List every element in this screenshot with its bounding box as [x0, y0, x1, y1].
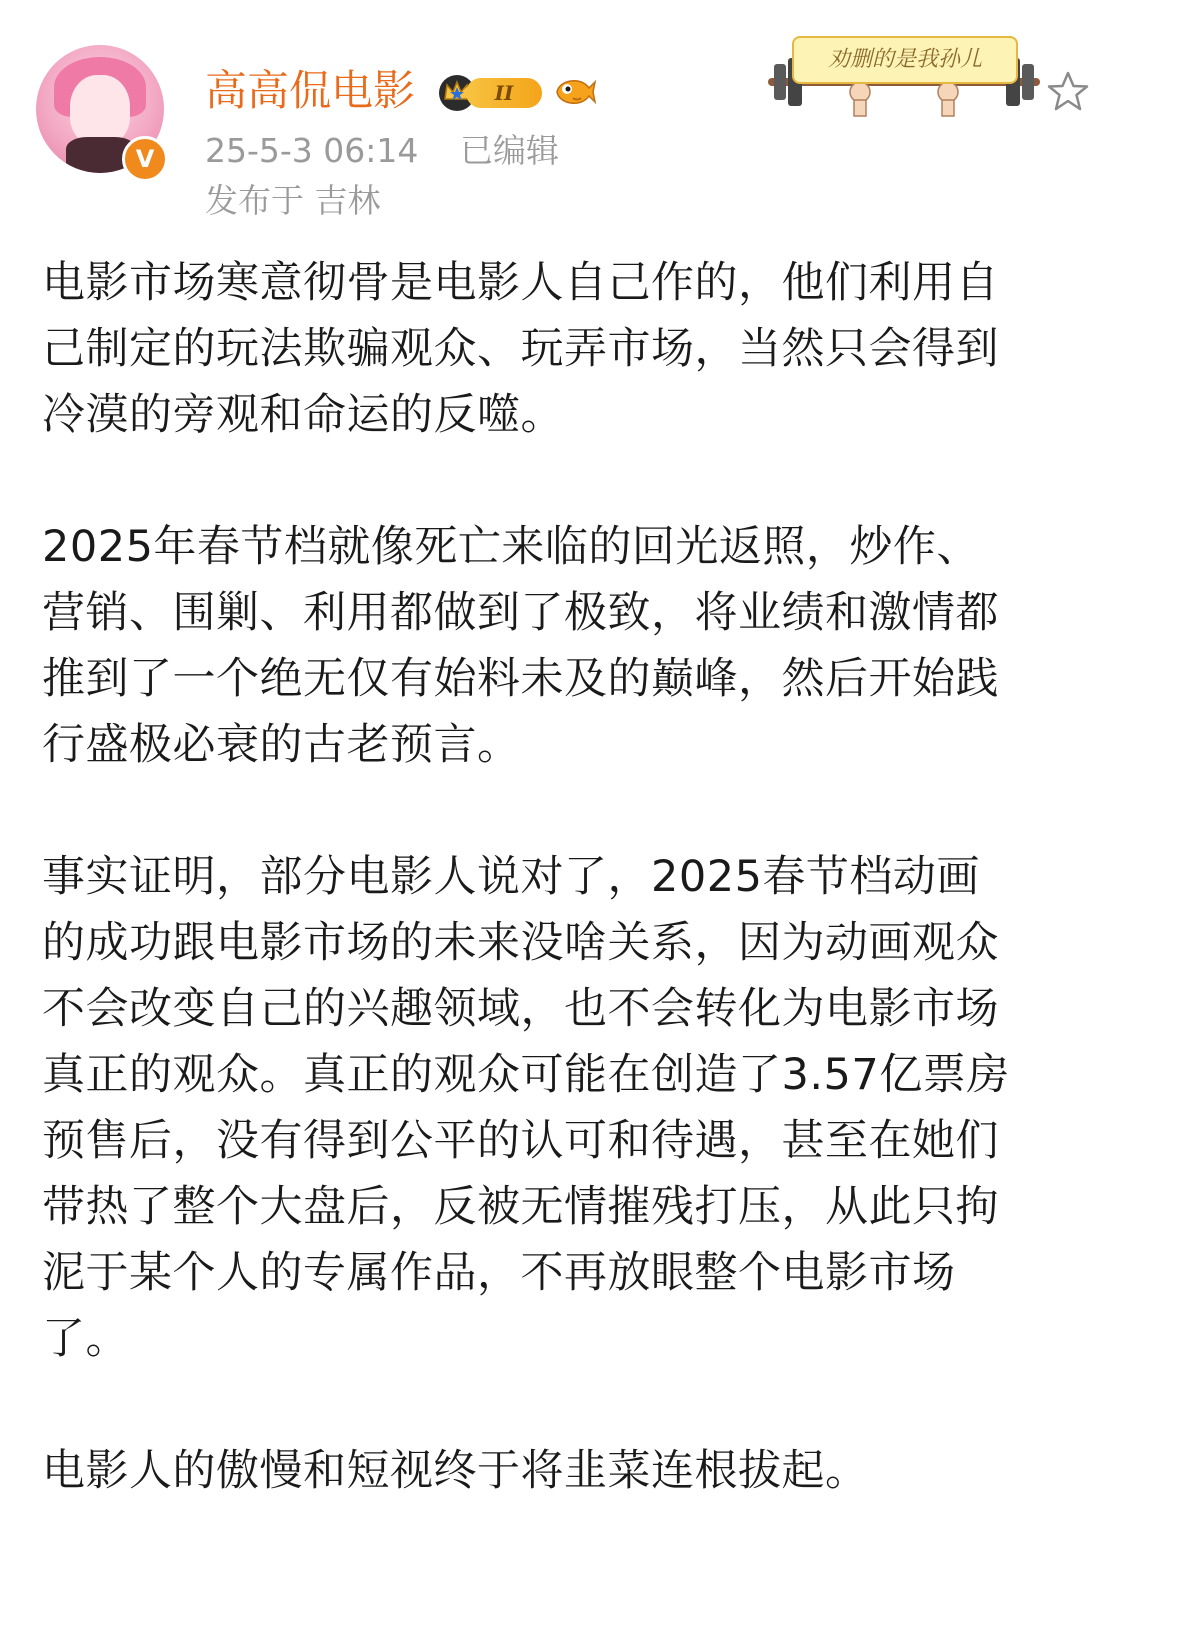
- fish-icon: [551, 70, 597, 114]
- edited-label[interactable]: 已编辑: [460, 131, 559, 170]
- verified-badge-icon: V: [122, 136, 168, 182]
- post-location: 发布于 吉林: [205, 181, 381, 220]
- rank-level-label: II: [466, 78, 542, 108]
- post-body: [42, 250, 1132, 1570]
- username[interactable]: 高高侃电影: [205, 66, 416, 115]
- post-paragraph: 事实证明，部分电影人说对了，2025春节档动画 的成功跟电影市场的未来没啥关系，因为动画观众 不会改变自己的兴趣领域，也不会转化为电影市场 真正的观众。真正的观众可能在创造了3.57亿票房 预售后，没有得到公平的认可和待遇，甚至在她们 带热了整个大盘后，反被无情摧残打压，从此只拘 泥于某个人的专属作品，不再放眼整个电影市场 了。: [42, 852, 1010, 1364]
- barbell-sticker-icon: [764, 18, 1044, 118]
- post-paragraph: 电影人的傲慢和短视终于将韭菜连根拔起。: [42, 1446, 869, 1496]
- sticker-text: 劝删的是我孙儿: [792, 36, 1018, 84]
- post-paragraph: 2025年春节档就像死亡来临的回光返照，炒作、 营销、围剿、利用都做到了极致，将业绩和激情都 推到了一个绝无仅有始料未及的巅峰，然后开始践 行盛极必衰的古老预言。: [42, 522, 999, 770]
- avatar-face: [70, 75, 130, 145]
- star-icon[interactable]: [1045, 69, 1091, 115]
- rank-badge[interactable]: [436, 72, 544, 112]
- post-timestamp: 25-5-3 06:14: [205, 131, 419, 170]
- post-header: [0, 0, 1179, 250]
- post-paragraph: 电影市场寒意彻骨是电影人自己作的，他们利用自 己制定的玩法欺骗观众、玩弄市场，当然只会得到 冷漠的旁观和命运的反噬。: [42, 258, 999, 440]
